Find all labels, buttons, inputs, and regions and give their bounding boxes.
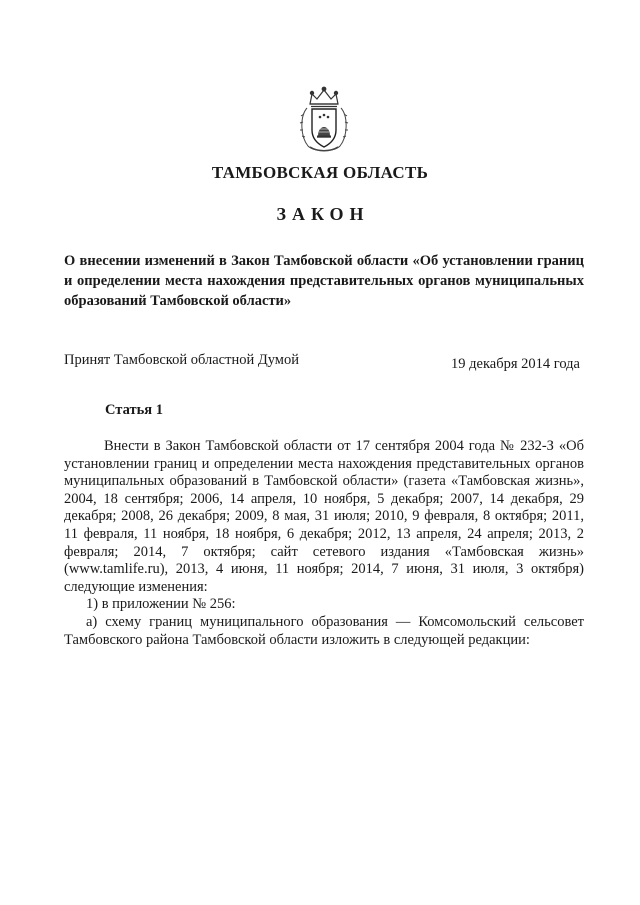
article-intro-paragraph: Внести в Закон Тамбовской области от 17 сентября 2004 года № 232-З «Об установлении границ и определении места нахождения представительных органов муниципальных образований в Тамбовской области» (газета «Тамбовская жизнь», 2004, 18 сентября; 2006, 14 апреля, 10 ноября, 5 декабря; 2007, 14 декабря, 29 декабря; 2008, 26 декабря; 2009, 8 мая, 31 июля; 2010, 9 февраля, 8 октября; 2011, 11 февраля, 11 ноября, 18 ноября, 6 декабря; 2012, 13 апреля, 24 апреля; 2013, 2 февраля; 2014, 7 октября; сайт сетевого издания «Тамбовская жизнь» (www.tamlife.ru), 2013, 4 июня, 11 ноября; 2014, 7 июня, 31 июля, 3 октября) следующие изменения: [64,438,584,595]
article-heading: Статья 1 [105,402,163,418]
adopted-by: Принят Тамбовской областной Думой [64,352,299,368]
law-subject: О внесении изменений в Закон Тамбовской области «Об установлении границ и определении места нахождения представительных органов муниципальных образований Тамбовской области» [64,253,584,309]
article-item-1a: а) схему границ муниципального образования — Комсомольский сельсовет Тамбовского района Тамбовской области изложить в следующей редакции: [64,613,584,648]
adoption-date: 19 декабря 2014 года [451,356,580,372]
coat-of-arms-icon [298,86,350,154]
article-body [64,438,584,649]
region-title: ТАМБОВСКАЯ ОБЛАСТЬ [211,163,429,182]
article-item-1: 1) в приложении № 256: [86,596,236,613]
document-type-title: ЗАКОН [276,204,370,224]
